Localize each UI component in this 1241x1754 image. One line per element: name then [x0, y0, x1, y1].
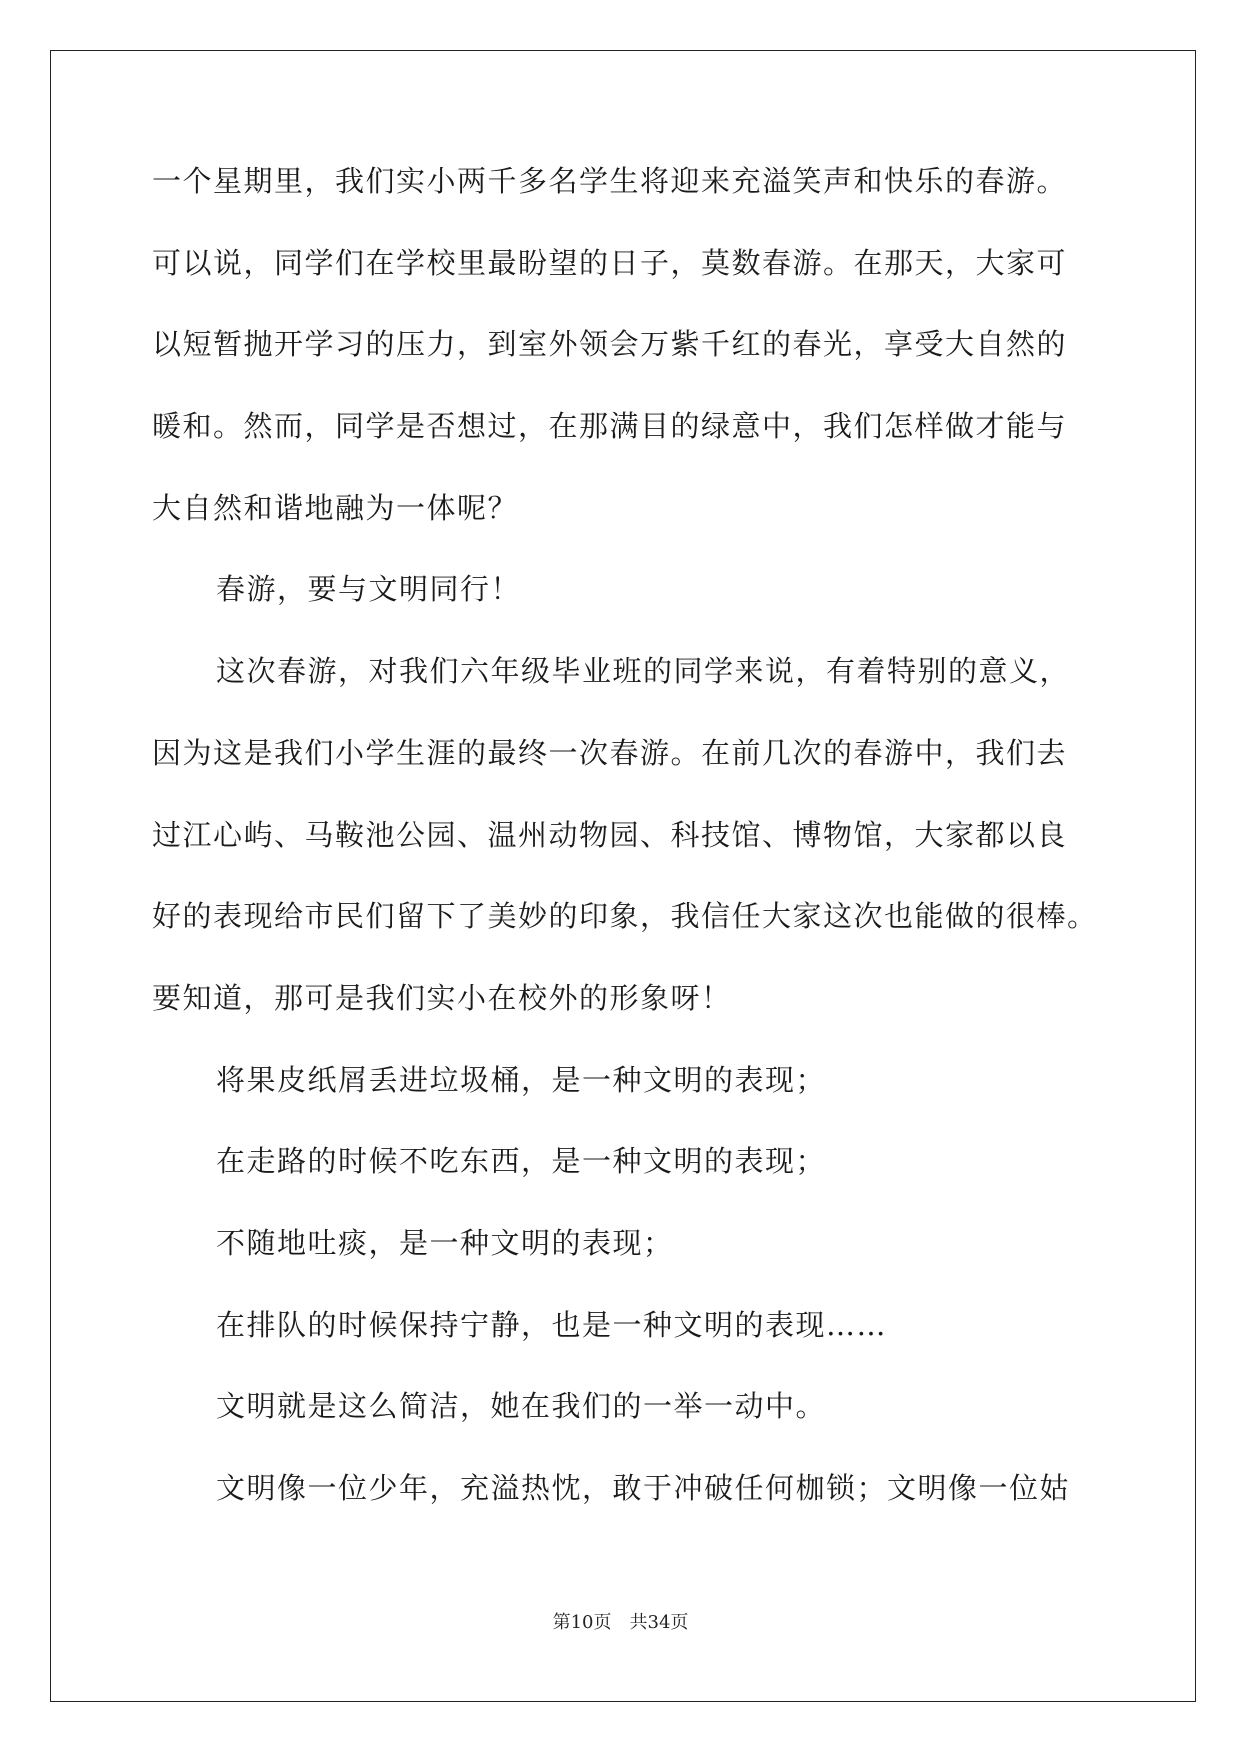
text-line: 在排队的时候保持宁静，也是一种文明的表现…… [216, 1307, 888, 1342]
text-line: 要知道，那可是我们实小在校外的形象呀！ [152, 980, 732, 1015]
text-line: 文明就是这么简洁，她在我们的一举一动中。 [216, 1389, 827, 1424]
text-line: 将果皮纸屑丢进垃圾桶，是一种文明的表现； [216, 1062, 827, 1097]
text-line: 以短暂抛开学习的压力，到室外领会万紫千红的春光，享受大自然的 [152, 327, 1068, 362]
text-line: 在走路的时候不吃东西，是一种文明的表现； [216, 1144, 827, 1179]
text-line: 暖和。然而，同学是否想过，在那满目的绿意中，我们怎样做才能与 [152, 409, 1068, 444]
document-body [152, 158, 1098, 1547]
text-line: 大自然和谐地融为一体呢？ [152, 490, 519, 525]
page-number-footer: 第10页 共34页 [552, 1612, 689, 1633]
text-line: 春游，要与文明同行！ [216, 572, 522, 607]
text-line: 这次春游，对我们六年级毕业班的同学来说，有着特别的意义， [216, 654, 1071, 689]
text-line: 过江心屿、马鞍池公园、温州动物园、科技馆、博物馆，大家都以良 [152, 817, 1068, 852]
text-line: 文明像一位少年，充溢热忱，敢于冲破任何枷锁；文明像一位姑 [216, 1471, 1071, 1505]
text-line: 好的表现给市民们留下了美妙的印象，我信任大家这次也能做的很棒。 [152, 899, 1098, 934]
text-line: 可以说，同学们在学校里最盼望的日子，莫数春游。在那天，大家可 [152, 245, 1068, 280]
text-line: 因为这是我们小学生涯的最终一次春游。在前几次的春游中，我们去 [152, 735, 1068, 770]
text-line: 一个星期里，我们实小两千多名学生将迎来充溢笑声和快乐的春游。 [152, 164, 1068, 198]
text-line: 不随地吐痰，是一种文明的表现； [216, 1225, 674, 1260]
